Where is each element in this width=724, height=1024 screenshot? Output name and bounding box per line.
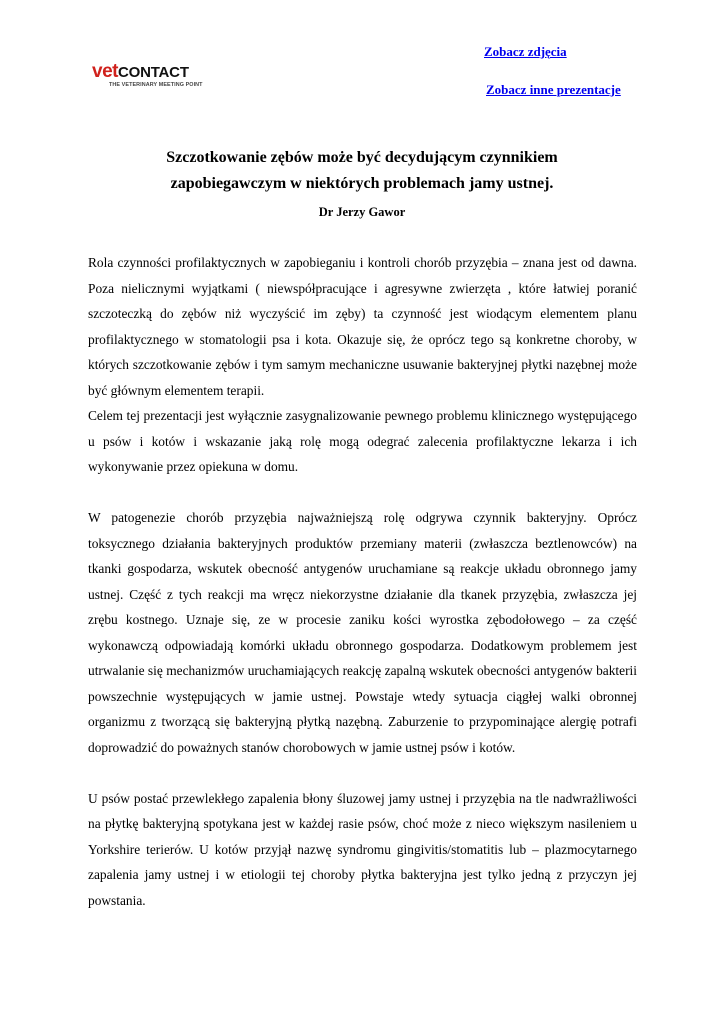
paragraph-purpose: Celem tej prezentacji jest wyłącznie zasygnalizowanie pewnego problemu klinicznego występującego u psów i kotów i wskazanie jaką rolę mogą odegrać zalecenia profilaktyczne lekarza i ich wykonywanie przez opiekuna w domu. (88, 408, 637, 474)
logo-wordmark (92, 63, 232, 82)
paragraph-pathogenesis: W patogenezie chorób przyzębia najważniejszą rolę odgrywa czynnik bakteryjny. Oprócz toksycznego działania bakteryjnych produktów przemiany materii (zwłaszcza beztlenowców) na tkanki gospodarza, wskutek obecność antygenów uruchamiane są reakcje układu obronnego jamy ustnej. Część z tych reakcji ma wręcz niekorzystne działanie dla tkanek przyzębia, zwłaszcza jej zrębu kostnego. Uznaje się, ze w procesie zaniku kości wyrostka zębodołowego – za część wykonawczą odpowiadają komórki układu obronnego gospodarza. Dodatkowym problemem jest utrwalanie się mechanizmów uruchamiających reakcję zapalną wskutek obecności antygenów bakterii powszechnie występujących w jamie ustnej. Powstaje wtedy sytuacja ciągłej walki obronnej organizmu z tworzącą się bakteryjną płytką nazębną. Zaburzenie to przypominające alergię potrafi doprowadzić do poważnych stanów chorobowych w jamie ustnej psów i kotów. (88, 510, 637, 755)
title-line-1: Szczotkowanie zębów może być decydującym czynnikiem (166, 149, 558, 166)
see-photos-link[interactable]: Zobacz zdjęcia (484, 44, 567, 59)
logo-vet-text: vet (92, 61, 118, 82)
logo-contact-text: CONTACT (117, 64, 189, 81)
author-name: Dr Jerzy Gawor (318, 205, 406, 219)
vetcontact-logo (92, 63, 232, 95)
paragraph-intro: Rola czynności profilaktycznych w zapobieganiu i kontroli chorób przyzębia – znana jest od dawna. Poza nielicznymi wyjątkami ( niewspółpracujące i agresywne zwierzęta , które łatwiej poranić szczoteczką do zębów niż wyczyścić im zęby) ta czynność jest wiodącym elementem planu profilaktycznego w stomatologii psa i kota. Okazuje się, że oprócz tego są konkretne choroby, w których szczotkowanie zębów i tym samym mechaniczne usuwanie bakteryjnej płytki nazębnej może być głównym elementem terapii. (88, 255, 637, 398)
logo-tagline: THE VETERINARY MEETING POINT (109, 82, 203, 88)
paragraph-dogs-cats: U psów postać przewlekłego zapalenia błony śluzowej jamy ustnej i przyzębia na tle nadwrażliwości na płytkę bakteryjną spotykana jest w każdej rasie psów, choć może z nieco większym nasileniem u Yorkshire terierów. U kotów przyjął nazwę syndromu gingivitis/stomatitis lub – plazmocytarnego zapalenia jamy ustnej i w etiologii tej choroby płytka bakteryjna jest tylko jedną z przyczyn jej powstania. (88, 790, 637, 908)
document-title (80, 145, 644, 197)
see-other-presentations-link[interactable]: Zobacz inne prezentacje (486, 82, 621, 97)
title-line-2: zapobiegawczym w niektórych problemach jamy ustnej. (170, 175, 554, 192)
article-body (88, 250, 637, 939)
